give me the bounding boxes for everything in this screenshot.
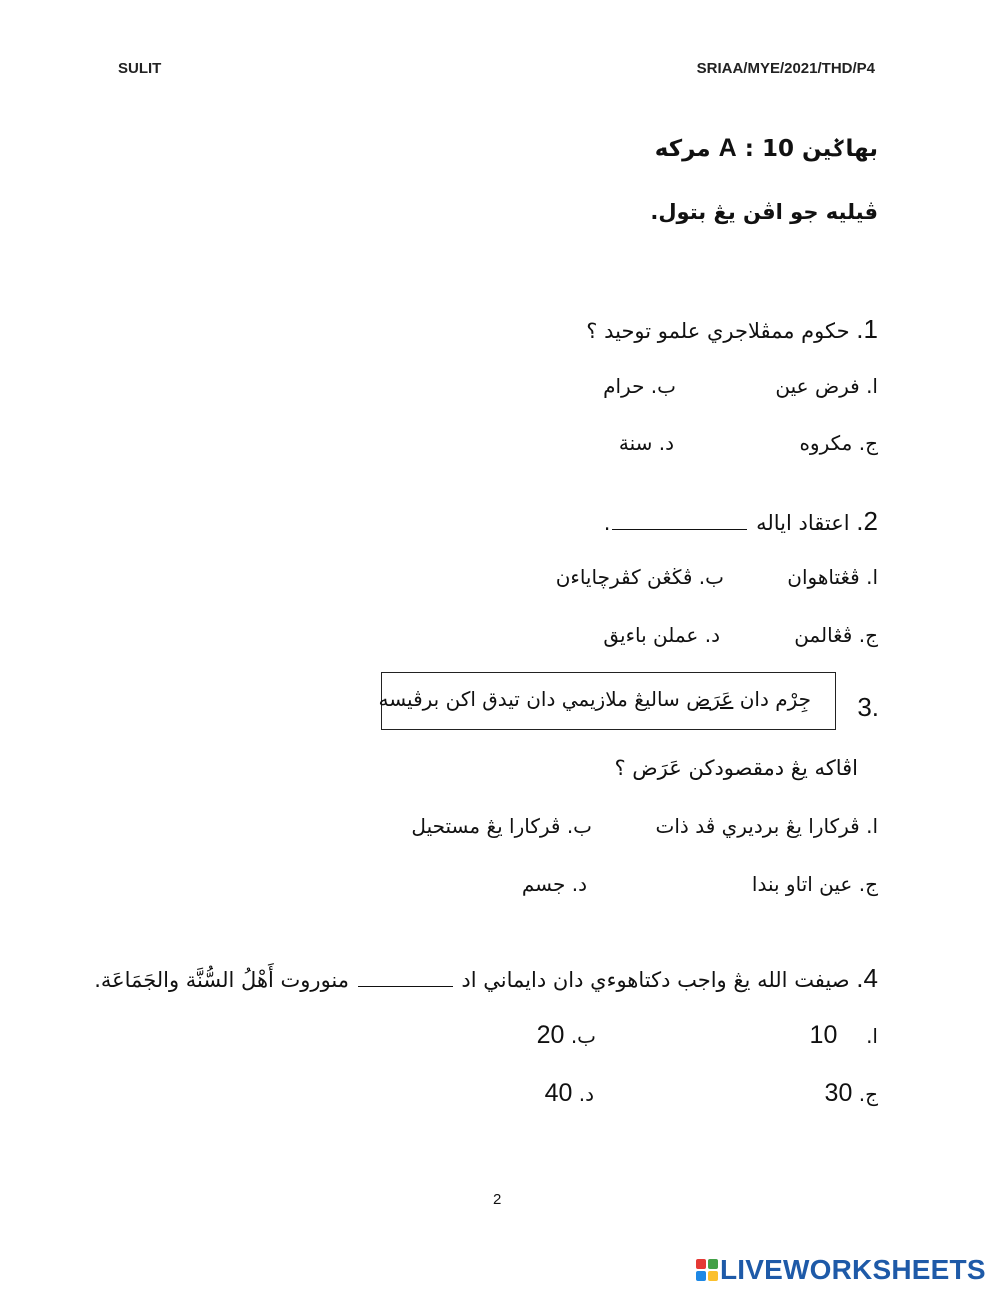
question-4-option-a-value: 10: [809, 1021, 838, 1049]
question-3-text: اڤاكه يڠ دمقصودكن عَرَض ؟: [614, 756, 858, 780]
section-title-prefix: بهاݢين: [801, 136, 878, 162]
section-title-marks: : 10 مركه: [654, 136, 794, 162]
question-3-statement-after: ساليڠ ملازيمي دان تيدق اكن برڤيسه: [378, 687, 680, 711]
question-4-option-c-letter: ج.: [858, 1082, 878, 1106]
liveworksheets-logo[interactable]: [696, 1254, 986, 1286]
question-4-option-d-value: 40: [544, 1079, 573, 1107]
question-2-answer-blank[interactable]: [612, 529, 747, 530]
question-2-text-after: .: [603, 511, 611, 535]
question-3-option-a[interactable]: ا. ڤركارا يڠ برديري ڤد ذات: [655, 814, 878, 838]
question-4-text-before: صيفت الله يڠ واجب دكتاهوءي دان دايماني اد: [461, 968, 850, 992]
question-4-option-b[interactable]: [537, 1021, 596, 1050]
question-1-option-d[interactable]: د. سنة: [618, 431, 674, 455]
question-3-option-b[interactable]: ب. ڤركارا يڠ مستحيل: [411, 814, 592, 838]
question-4-option-a[interactable]: [810, 1021, 878, 1050]
question-4-option-b-value: 20: [536, 1021, 565, 1049]
logo-block-green: [708, 1259, 718, 1269]
question-2-option-c[interactable]: ج. ڤڠالمن: [794, 623, 878, 647]
question-2-option-d[interactable]: د. عملن باءيق: [603, 623, 720, 647]
logo-block-blue: [696, 1271, 706, 1281]
question-3-option-c[interactable]: ج. عين اتاو بندا: [751, 872, 878, 896]
page-number: 2: [493, 1191, 502, 1208]
question-3-option-d[interactable]: د. جسم: [521, 872, 587, 896]
question-2: [604, 506, 878, 537]
question-2-text-before: اعتقاد اياله: [756, 511, 850, 535]
question-4-text-after: منوروت أَهْلُ السُّنَّة والجَمَاعَة.: [94, 968, 350, 992]
logo-block-yellow: [708, 1271, 718, 1281]
section-instruction: ڤيليه جو اڤن يڠ بتول.: [650, 200, 878, 224]
logo-blocks-icon: [696, 1259, 718, 1281]
question-2-number: 2.: [856, 506, 878, 536]
question-4: [94, 963, 878, 994]
question-4-option-c-value: 30: [824, 1079, 853, 1107]
question-3-statement-underlined: عَرَض: [686, 687, 734, 711]
question-4-option-d[interactable]: [545, 1079, 594, 1108]
question-1-option-a[interactable]: ا. فرض عين: [775, 374, 878, 398]
question-1-option-c[interactable]: ج. مكروه: [799, 431, 878, 455]
question-4-option-b-letter: ب.: [570, 1024, 596, 1048]
question-2-option-b[interactable]: ب. ڤڬڠن كڤرچاياءن: [555, 565, 724, 589]
question-4-number: 4.: [856, 963, 878, 993]
question-4-option-d-letter: د.: [578, 1082, 594, 1106]
question-4-option-c[interactable]: [825, 1079, 878, 1108]
question-1-number: 1.: [856, 314, 878, 344]
question-3-statement: [378, 672, 879, 730]
question-4-option-a-letter: ا.: [866, 1024, 878, 1048]
section-title: [655, 134, 878, 163]
question-3-statement-before: جِرْم دان: [739, 687, 811, 711]
question-2-option-a[interactable]: ا. ڤڠتاهوان: [787, 565, 878, 589]
logo-block-red: [696, 1259, 706, 1269]
question-3-statement-box: [378, 672, 836, 730]
question-1-option-b[interactable]: ب. حرام: [603, 374, 676, 398]
section-title-letter: A: [718, 134, 737, 162]
question-1-text: حكوم ممڤلاجري علمو توحيد ؟: [586, 319, 850, 343]
question-1: [586, 314, 878, 345]
question-3-statement-text: [378, 687, 811, 711]
question-4-answer-blank[interactable]: [358, 986, 453, 987]
logo-text: LIVEWORKSHEETS: [720, 1254, 986, 1285]
header-left-label: SULIT: [118, 60, 162, 77]
question-3-number: 3.: [857, 692, 879, 722]
header-reference-code: SRIAA/MYE/2021/THD/P4: [696, 60, 875, 77]
